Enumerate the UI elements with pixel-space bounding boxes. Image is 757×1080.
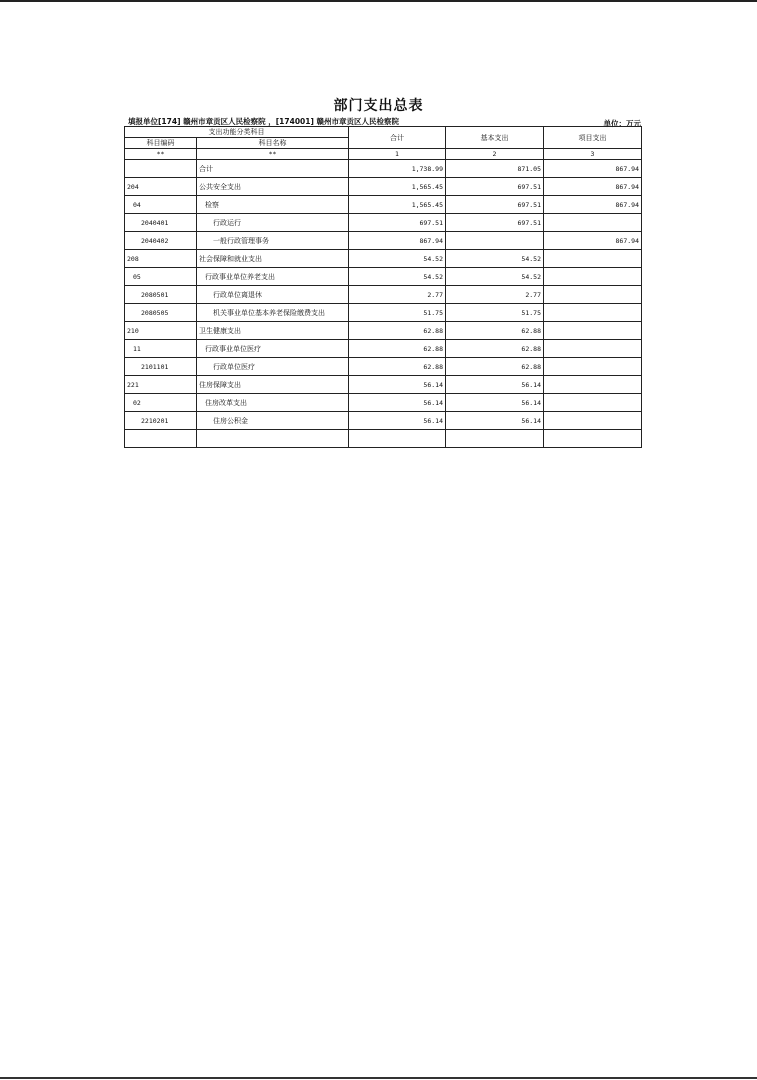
row-code: 04 [125,196,197,214]
row-code: 221 [125,376,197,394]
row-project [544,376,642,394]
row-code [125,430,197,448]
row-basic: 51.75 [446,304,544,322]
row-name: 行政运行 [197,214,349,232]
row-code: 05 [125,268,197,286]
table-row [125,286,642,304]
row-name: 行政单位医疗 [197,358,349,376]
row-project [544,394,642,412]
row-total: 62.88 [349,322,446,340]
row-total: 1,738.99 [349,160,446,178]
row-basic: 697.51 [446,196,544,214]
expenditure-table [124,126,642,448]
table-row [125,394,642,412]
row-project: 867.94 [544,160,642,178]
row-project [544,214,642,232]
row-code: 2040402 [125,232,197,250]
row-total: 867.94 [349,232,446,250]
row-basic: 697.51 [446,214,544,232]
row-basic: 62.88 [446,358,544,376]
row-code: 204 [125,178,197,196]
row-project: 867.94 [544,178,642,196]
row-name: 检察 [197,196,349,214]
row-total: 54.52 [349,250,446,268]
row-total: 1,565.45 [349,178,446,196]
row-project [544,412,642,430]
row-total: 697.51 [349,214,446,232]
row-name: 行政事业单位养老支出 [197,268,349,286]
row-code: 11 [125,340,197,358]
row-project: 867.94 [544,232,642,250]
row-code: 02 [125,394,197,412]
row-total: 54.52 [349,268,446,286]
table-row [125,178,642,196]
table-row [125,160,642,178]
row-project [544,304,642,322]
header-code: 科目编码 [125,138,197,149]
row-name: 公共安全支出 [197,178,349,196]
row-project [544,268,642,286]
row-basic: 62.88 [446,322,544,340]
row-total: 56.14 [349,394,446,412]
row-code: 2040401 [125,214,197,232]
index-1: 1 [349,149,446,160]
row-project [544,340,642,358]
row-name [197,430,349,448]
row-name: 一般行政管理事务 [197,232,349,250]
row-code: 2080501 [125,286,197,304]
header-total: 合计 [349,127,446,149]
row-project [544,286,642,304]
header-project: 项目支出 [544,127,642,149]
row-basic: 54.52 [446,250,544,268]
row-name: 机关事业单位基本养老保险缴费支出 [197,304,349,322]
table-row [125,304,642,322]
table-row [125,250,642,268]
row-basic: 697.51 [446,178,544,196]
row-name: 合计 [197,160,349,178]
row-total: 51.75 [349,304,446,322]
row-name: 行政事业单位医疗 [197,340,349,358]
table-row [125,232,642,250]
row-code: 210 [125,322,197,340]
row-basic: 62.88 [446,340,544,358]
row-project [544,322,642,340]
index-3: 3 [544,149,642,160]
row-project [544,358,642,376]
table-row [125,268,642,286]
table-body [125,160,642,448]
row-basic: 56.14 [446,394,544,412]
table-row [125,376,642,394]
table-row [125,340,642,358]
row-code: 2210201 [125,412,197,430]
table-row [125,214,642,232]
row-basic [446,430,544,448]
table-row [125,430,642,448]
top-border [0,0,757,2]
row-project [544,250,642,268]
row-basic: 2.77 [446,286,544,304]
row-total: 62.88 [349,340,446,358]
row-code [125,160,197,178]
row-total: 56.14 [349,412,446,430]
table-row [125,322,642,340]
row-total [349,430,446,448]
row-code: 2080505 [125,304,197,322]
index-code: ** [125,149,197,160]
index-name: ** [197,149,349,160]
row-total: 1,565.45 [349,196,446,214]
row-name: 住房公积金 [197,412,349,430]
table-row [125,412,642,430]
table-row [125,358,642,376]
row-code: 208 [125,250,197,268]
row-project: 867.94 [544,196,642,214]
row-code: 2101101 [125,358,197,376]
row-total: 62.88 [349,358,446,376]
row-project [544,430,642,448]
row-basic [446,232,544,250]
row-name: 住房保障支出 [197,376,349,394]
header-function-group: 支出功能分类科目 [125,127,349,138]
row-total: 2.77 [349,286,446,304]
currency-unit: 单位：万元 [603,119,641,128]
bottom-border [0,1077,757,1079]
row-name: 住房改革支出 [197,394,349,412]
row-basic: 56.14 [446,376,544,394]
header-basic: 基本支出 [446,127,544,149]
reporting-unit: 填报单位[174] 赣州市章贡区人民检察院 ，[174001] 赣州市章贡区人民检察院 [128,117,400,126]
page-title: 部门支出总表 [333,98,424,114]
row-name: 行政单位离退休 [197,286,349,304]
index-2: 2 [446,149,544,160]
row-basic: 871.05 [446,160,544,178]
row-name: 卫生健康支出 [197,322,349,340]
table-row [125,196,642,214]
row-name: 社会保障和就业支出 [197,250,349,268]
row-basic: 54.52 [446,268,544,286]
row-basic: 56.14 [446,412,544,430]
row-total: 56.14 [349,376,446,394]
header-name: 科目名称 [197,138,349,149]
